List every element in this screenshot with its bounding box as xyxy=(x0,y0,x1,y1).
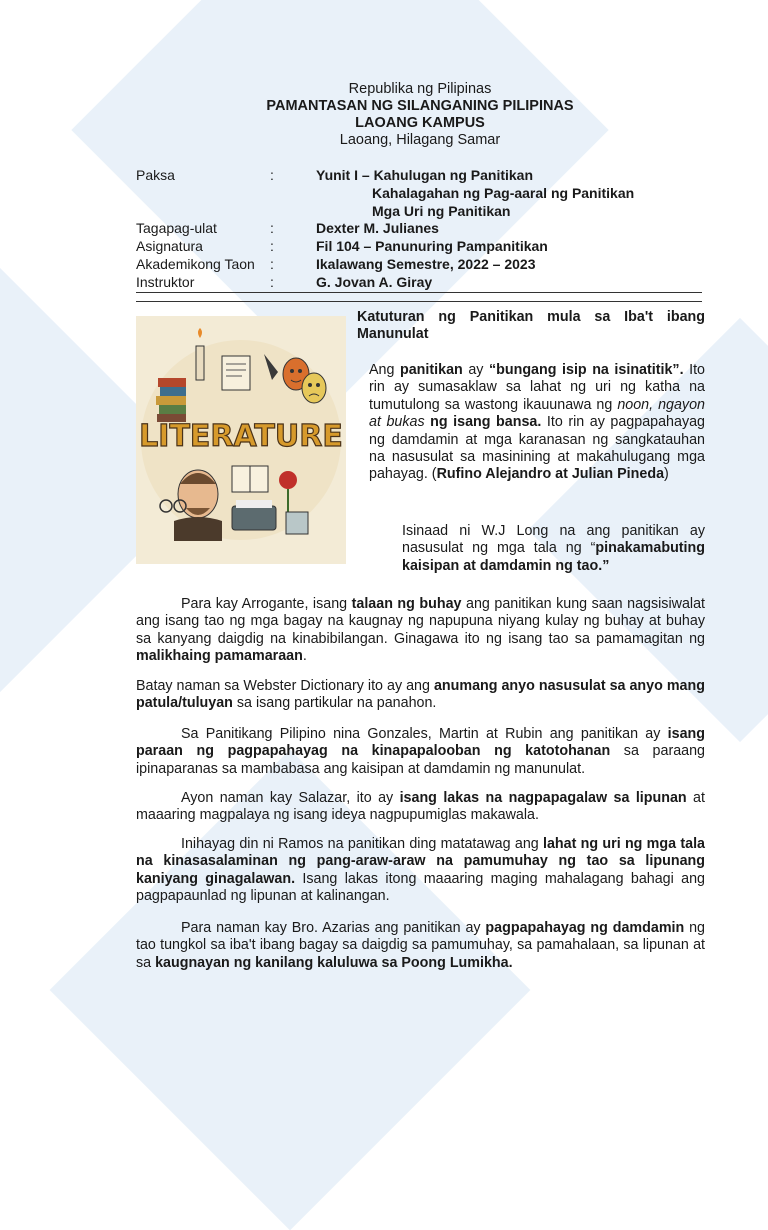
header-location: Laoang, Hilagang Samar xyxy=(339,132,501,148)
info-label: Instruktor xyxy=(136,274,195,290)
header-campus: LAOANG KAMPUS xyxy=(355,115,485,131)
paragraph-gonzales: Sa Panitikang Pilipino nina Gonzales, Martin at Rubin ang panitikan ay isang paraan ng pagpapahayag na kinapapalooban ng katotohanan sa paraang ipinaparanas sa mambabasa ang kaisipan at damdamin ng manunulat. xyxy=(136,726,706,777)
info-colon: : xyxy=(270,220,274,236)
literature-illustration-icon xyxy=(136,316,346,564)
paragraph-arrogante: Para kay Arrogante, isang talaan ng buhay ang panitikan kung saan nagsisiwalat ang isang tao ng mga bagay na kaugnay ng napupuna niyang kulay ng buhay at buhay sa kanyang daigdig na kinabibilangan. Ginagawa ito ng isang tao sa pamamagitan ng malikhaing pamamaraan. xyxy=(136,596,705,665)
info-value: G. Jovan A. Giray xyxy=(316,274,433,290)
section-title: Katuturan ng Panitikan mula sa Iba't ibang Manunulat xyxy=(357,309,705,343)
info-value: Kahalagahan ng Pag-aaral ng Panitikan xyxy=(372,185,635,201)
info-colon: : xyxy=(270,274,274,290)
info-value: Fil 104 – Panunuring Pampanitikan xyxy=(316,238,548,254)
info-colon: : xyxy=(270,167,274,183)
info-label: Asignatura xyxy=(136,238,203,254)
paragraph-long: Isinaad ni W.J Long na ang panitikan ay nasusulat ng mga tala ng “pinakamabuting kaisipan at damdamin ng tao.” xyxy=(402,523,705,574)
literature-illustration xyxy=(136,316,346,564)
literature-word: LITERATURE xyxy=(139,419,343,454)
info-label: Akademikong Taon xyxy=(136,256,255,272)
paragraph-webster: Batay naman sa Webster Dictionary ito ay ang anumang anyo nasusulat sa anyo mang patula/tuluyan sa isang partikular na panahon. xyxy=(136,678,705,712)
info-colon: : xyxy=(270,256,274,272)
paragraph-definition: Ang panitikan ay “bungang isip na isinatitik”. Ito rin ay sumasaklaw sa lahat ng uri ng katha na tumutulong sa wastong ikauunawa ng noon, ngayon at bukas ng isang bansa. Ito rin ay pagpapahayag ng damdamin at mga karanasan ng sangkatauhan na nasusulat sa masinining at makahulugang mga pahayag. (Rufino Alejandro at Julian Pineda) xyxy=(369,362,706,483)
paragraph-azarias: Para naman kay Bro. Azarias ang panitikan ay pagpapahayag ng damdamin ng tao tungkol sa iba't ibang bagay sa daigdig sa pamumuhay, sa pamahalaan, sa lipunan at sa kaugnayan ng kanilang kaluluwa sa Poong Lumikha. xyxy=(136,920,706,971)
header-university: PAMANTASAN NG SILANGANING PILIPINAS xyxy=(266,98,574,114)
header-republic: Republika ng Pilipinas xyxy=(348,81,492,97)
info-value: Dexter M. Julianes xyxy=(316,220,439,236)
info-value: Mga Uri ng Panitikan xyxy=(372,203,511,219)
info-value: Yunit I – Kahulugan ng Panitikan xyxy=(316,167,534,183)
paragraph-ramos: Inihayag din ni Ramos na panitikan ding matatawag ang lahat ng uri ng mga tala na kinasasalaminan ng pang-araw-araw na pamumuhay ng tao sa lipunang kaniyang ginagalawan. Isang lakas itong maaaring maging mahalagang bahagi ang pagpapaunlad ng lipunan at kalinangan. xyxy=(136,836,705,905)
info-label: Tagapag-ulat xyxy=(136,220,217,236)
info-value: Ikalawang Semestre, 2022 – 2023 xyxy=(316,256,536,272)
paragraph-salazar: Ayon naman kay Salazar, ito ay isang lakas na nagpapagalaw sa lipunan at maaaring magpalaya ng isang ideya nagpupumiglas makawala. xyxy=(136,790,705,824)
info-label: Paksa xyxy=(136,167,175,183)
info-colon: : xyxy=(270,238,274,254)
separator-line xyxy=(136,292,702,302)
